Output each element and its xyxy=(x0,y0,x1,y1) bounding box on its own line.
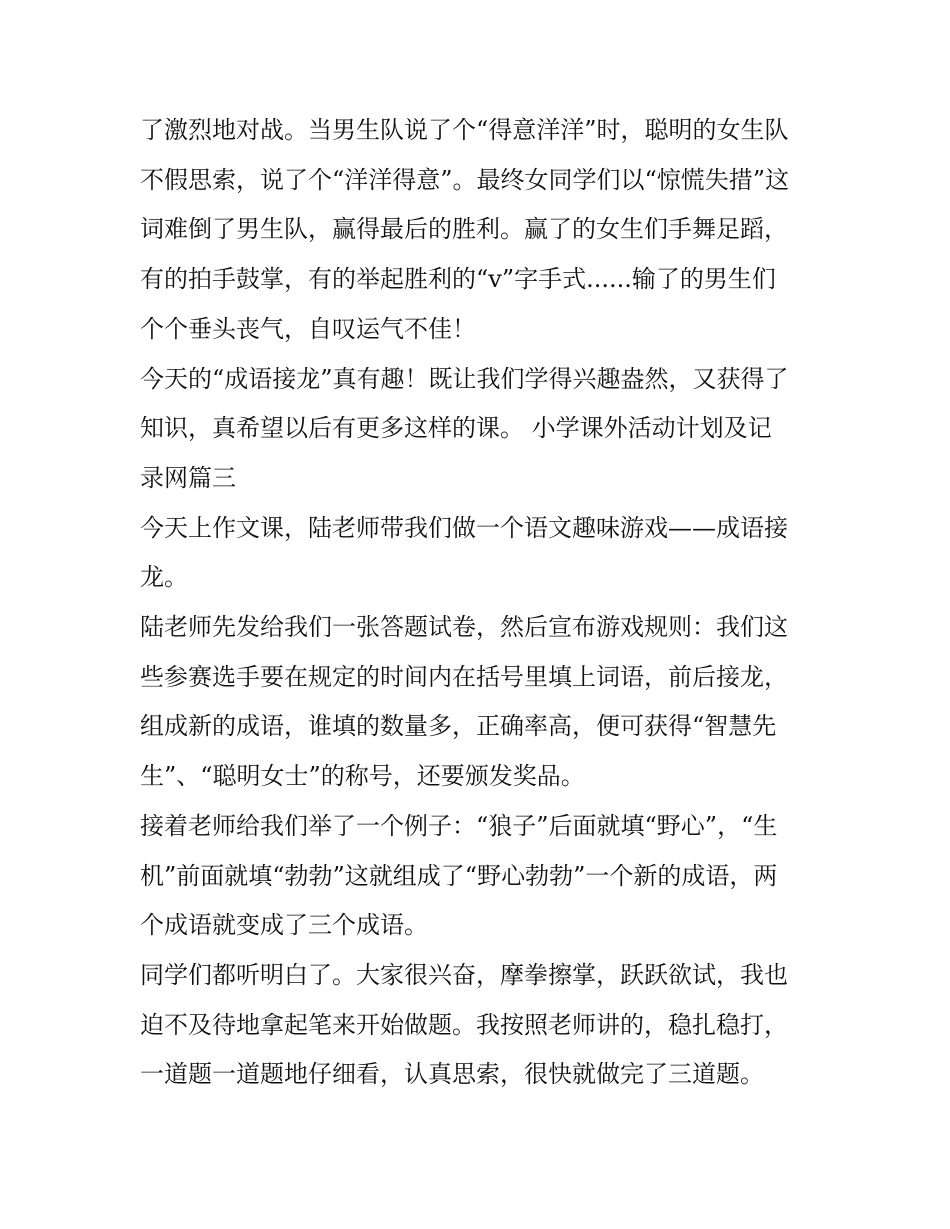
paragraph-battle-result: 了激烈地对战。当男生队说了个“得意洋洋”时，聪明的女生队 不假思索，说了个“洋洋得意”。最终女同学们以“惊慌失措”这 词难倒了男生队，赢得最后的胜利。赢了的女生们手舞足蹈， 有的拍手鼓掌，有的举起胜利的“v”字手式......输了的男生们 个个垂头丧气，自叹运气不佳！ xyxy=(140,116,790,343)
paragraph-doing-questions: 同学们都听明白了。大家很兴奋，摩拳擦掌，跃跃欲试，我也 迫不及待地拿起笔来开始做题。我按照老师讲的，稳扎稳打， 一道题一道题地仔细看，认真思索，很快就做完了三道题。 xyxy=(140,960,788,1089)
paragraph-game-intro: 今天上作文课，陆老师带我们做一个语文趣味游戏——成语接 龙。 xyxy=(140,513,788,592)
paragraph-example: 接着老师给我们举了一个例子：“狼子”后面就填“野心”，“生 机”前面就填“勃勃”这就组成了“野心勃勃”一个新的成语，两 个成语就变成了三个成语。 xyxy=(140,811,778,940)
paragraph-game-rules: 陆老师先发给我们一张答题试卷，然后宣布游戏规则：我们这 些参赛选手要在规定的时间内在括号里填上词语，前后接龙， 组成新的成语，谁填的数量多，正确率高，便可获得“智慧先 生”、“聪明女士”的称号，还要颁发奖品。 xyxy=(140,613,788,791)
document-page xyxy=(140,106,820,1100)
paragraph-interesting-lesson: 今天的“成语接龙”真有趣！既让我们学得兴趣盎然，又获得了 知识，真希望以后有更多这样的课。 小学课外活动计划及记 录网篇三 xyxy=(140,364,789,492)
